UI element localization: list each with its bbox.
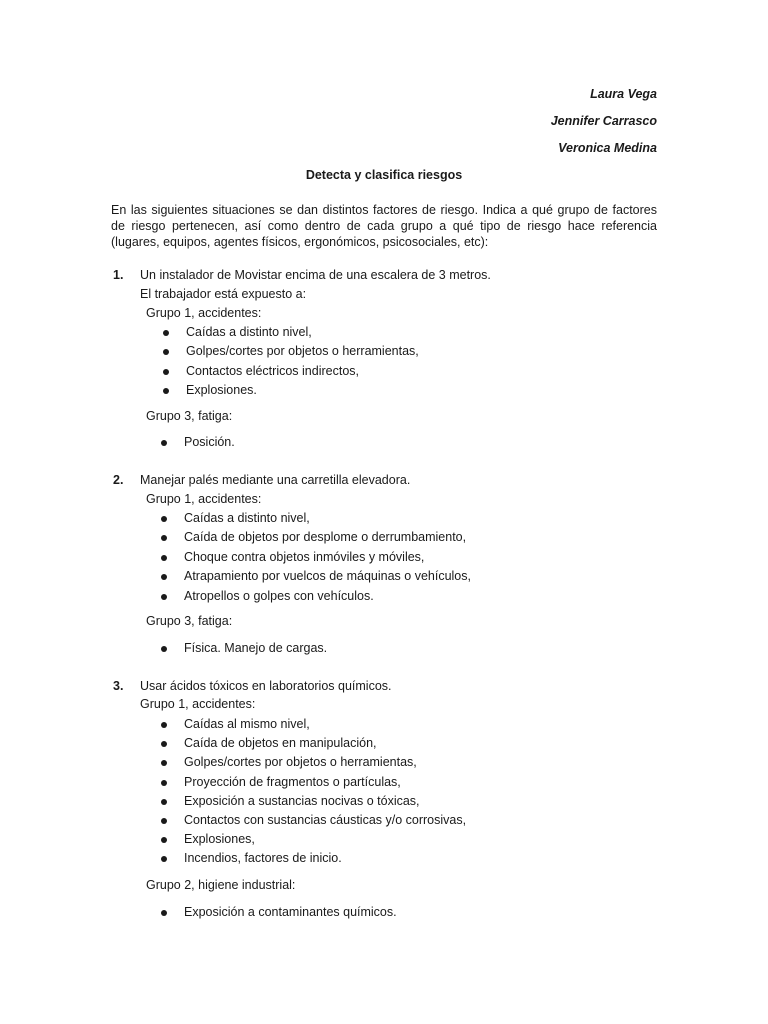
bullet-icon <box>161 440 167 446</box>
list-item: Caídas a distinto nivel, <box>186 325 312 339</box>
bullet-icon <box>161 818 167 824</box>
list-item: Posición. <box>184 435 235 449</box>
bullet-icon <box>161 910 167 916</box>
list-item: Atrapamiento por vuelcos de máquinas o vehículos, <box>184 569 471 583</box>
list-item: Choque contra objetos inmóviles y móviles, <box>184 550 425 564</box>
situation-number: 1. <box>113 268 124 282</box>
bullet-icon <box>161 594 167 600</box>
bullet-icon <box>161 722 167 728</box>
list-item: Exposición a sustancias nocivas o tóxicas, <box>184 794 420 808</box>
author-name: Laura Vega <box>590 87 657 101</box>
situation-text: Un instalador de Movistar encima de una escalera de 3 metros. <box>140 268 491 282</box>
bullet-icon <box>161 741 167 747</box>
list-item: Caída de objetos en manipulación, <box>184 736 377 750</box>
list-item: Caída de objetos por desplome o derrumbamiento, <box>184 530 467 544</box>
list-item: Atropellos o golpes con vehículos. <box>184 589 374 603</box>
situation-number: 2. <box>113 473 124 487</box>
group-label: Grupo 1, accidentes: <box>146 306 262 320</box>
bullet-icon <box>163 369 169 375</box>
bullet-icon <box>161 646 167 652</box>
bullet-icon <box>161 535 167 541</box>
situation-note: El trabajador está expuesto a: <box>140 287 307 301</box>
bullet-icon <box>161 780 167 786</box>
group-label: Grupo 1, accidentes: <box>140 697 256 711</box>
group-label: Grupo 3, fatiga: <box>146 614 233 628</box>
bullet-icon <box>161 856 167 862</box>
list-item: Exposición a contaminantes químicos. <box>184 905 397 919</box>
list-item: Contactos eléctricos indirectos, <box>186 364 359 378</box>
bullet-icon <box>161 799 167 805</box>
bullet-icon <box>163 349 169 355</box>
group-label: Grupo 1, accidentes: <box>146 492 262 506</box>
list-item: Golpes/cortes por objetos o herramientas, <box>184 755 417 769</box>
situation-text: Usar ácidos tóxicos en laboratorios químicos. <box>140 679 392 693</box>
document-title: Detecta y clasifica riesgos <box>305 168 463 182</box>
list-item: Explosiones, <box>184 832 255 846</box>
list-item: Contactos con sustancias cáusticas y/o corrosivas, <box>184 813 467 827</box>
bullet-icon <box>163 388 169 394</box>
group-label: Grupo 2, higiene industrial: <box>146 878 296 892</box>
intro-paragraph: En las siguientes situaciones se dan distintos factores de riesgo. Indica a qué grupo de factores de riesgo pertenecen, así como dentro de cada grupo a qué tipo de riesgo hace referencia (lugares, equipos, agentes físicos, ergonómicos, psicosociales, etc): <box>111 203 657 249</box>
group-label: Grupo 3, fatiga: <box>146 409 233 423</box>
bullet-icon <box>161 837 167 843</box>
list-item: Explosiones. <box>186 383 257 397</box>
list-item: Caídas al mismo nivel, <box>184 717 310 731</box>
author-name: Veronica Medina <box>558 141 657 155</box>
bullet-icon <box>161 555 167 561</box>
list-item: Caídas a distinto nivel, <box>184 511 310 525</box>
list-item: Proyección de fragmentos o partículas, <box>184 775 401 789</box>
list-item: Golpes/cortes por objetos o herramientas, <box>186 344 419 358</box>
situation-text: Manejar palés mediante una carretilla elevadora. <box>140 473 411 487</box>
list-item: Física. Manejo de cargas. <box>184 641 328 655</box>
list-item: Incendios, factores de inicio. <box>184 851 342 865</box>
situation-number: 3. <box>113 679 124 693</box>
author-name: Jennifer Carrasco <box>550 114 657 128</box>
bullet-icon <box>161 574 167 580</box>
bullet-icon <box>161 516 167 522</box>
bullet-icon <box>163 330 169 336</box>
bullet-icon <box>161 760 167 766</box>
